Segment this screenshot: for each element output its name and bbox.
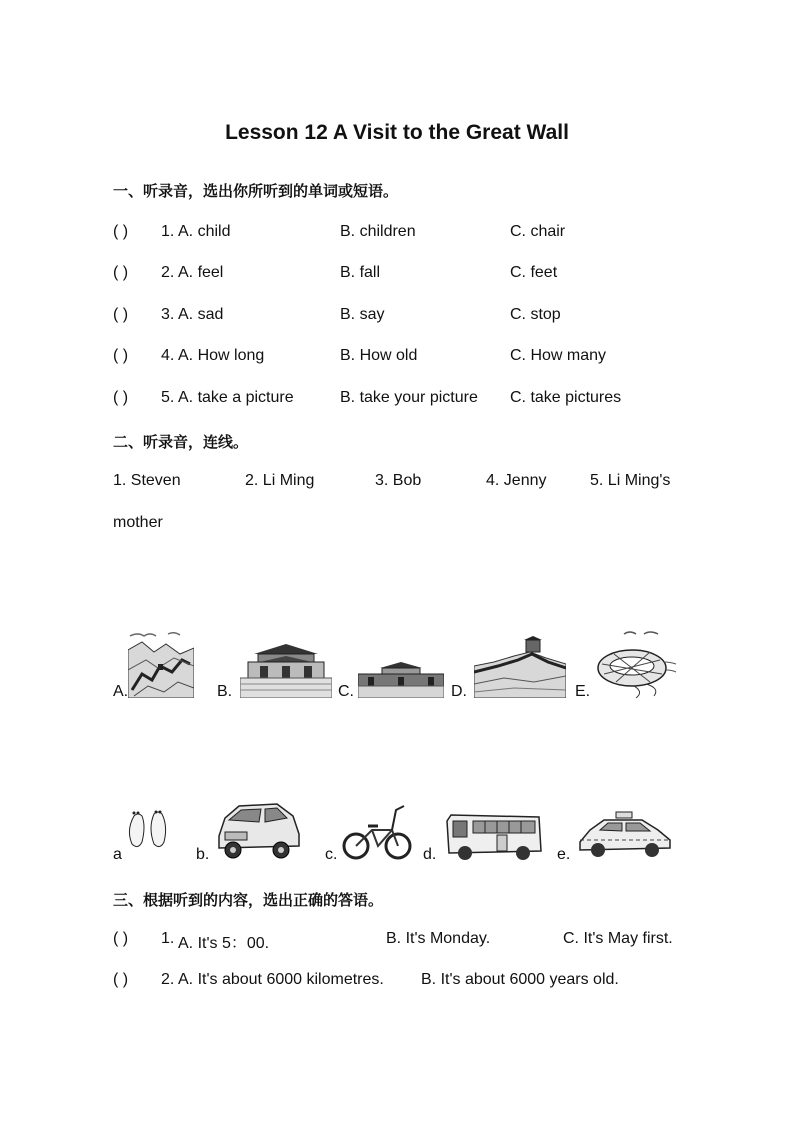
- transport-label-b: b.: [196, 846, 210, 863]
- question-number: 2.: [161, 971, 175, 988]
- section3-heading: 三、根据听到的内容，选出正确的答语。: [113, 892, 384, 909]
- transport-label-a: a: [113, 846, 122, 863]
- place-label-e: E.: [575, 683, 591, 700]
- option-b: B. children: [340, 223, 416, 240]
- option-a: A. feel: [178, 264, 224, 281]
- option-c: C. chair: [510, 223, 566, 240]
- great-wall-tower-icon: [474, 636, 566, 698]
- section2-heading: 二、听录音，连线。: [113, 434, 249, 451]
- option-a: A. child: [178, 223, 231, 240]
- taxi-icon: [576, 810, 674, 858]
- name-steven: 1. Steven: [113, 472, 181, 489]
- question-number: 1.: [161, 930, 175, 947]
- option-a: A. take a picture: [178, 389, 294, 406]
- option-a: A. It's about 6000 kilometres.: [178, 971, 384, 988]
- bicycle-icon: [342, 800, 412, 862]
- name-li-mings-mother-cont: mother: [113, 514, 163, 531]
- name-li-mings-mother: 5. Li Ming's: [590, 472, 671, 489]
- option-b: B. How old: [340, 347, 418, 364]
- option-c: C. It's May first.: [563, 930, 673, 947]
- question-number: 3.: [161, 306, 175, 323]
- answer-blank[interactable]: ( ): [113, 223, 129, 240]
- option-a: A. sad: [178, 306, 224, 323]
- option-b: B. say: [340, 306, 385, 323]
- answer-blank[interactable]: ( ): [113, 971, 129, 988]
- name-jenny: 4. Jenny: [486, 472, 547, 489]
- section1-heading: 一、听录音，选出你所听到的单词或短语。: [113, 183, 399, 200]
- question-number: 4.: [161, 347, 175, 364]
- option-a: A. How long: [178, 347, 265, 364]
- answer-blank[interactable]: ( ): [113, 930, 129, 947]
- option-b: B. take your picture: [340, 389, 478, 406]
- option-b: B. fall: [340, 264, 381, 281]
- page-title: Lesson 12 A Visit to the Great Wall: [225, 121, 569, 144]
- place-label-b: B.: [217, 683, 233, 700]
- answer-blank[interactable]: ( ): [113, 347, 129, 364]
- place-label-d: D.: [451, 683, 467, 700]
- question-number: 2.: [161, 264, 175, 281]
- question-number: 1.: [161, 223, 175, 240]
- place-label-a: A.: [113, 683, 129, 700]
- option-c: C. How many: [510, 347, 607, 364]
- answer-blank[interactable]: ( ): [113, 389, 129, 406]
- option-b: B. It's about 6000 years old.: [421, 971, 619, 988]
- tiananmen-icon: [358, 660, 444, 698]
- bus-icon: [445, 813, 543, 861]
- place-label-c: C.: [338, 683, 354, 700]
- option-a: A. It's 5：00.: [178, 935, 270, 952]
- palace-gate-icon: [240, 640, 332, 698]
- name-bob: 3. Bob: [375, 472, 422, 489]
- option-c: C. take pictures: [510, 389, 622, 406]
- option-b: B. It's Monday.: [386, 930, 491, 947]
- car-icon: [215, 800, 303, 860]
- question-number: 5.: [161, 389, 175, 406]
- answer-blank[interactable]: ( ): [113, 264, 129, 281]
- great-wall-mountain-icon: [128, 630, 194, 698]
- transport-label-c: c.: [325, 846, 338, 863]
- option-c: C. stop: [510, 306, 561, 323]
- birds-nest-stadium-icon: [594, 628, 678, 700]
- answer-blank[interactable]: ( ): [113, 306, 129, 323]
- option-c: C. feet: [510, 264, 558, 281]
- transport-label-e: e.: [557, 846, 571, 863]
- footprints-icon: [124, 810, 172, 852]
- name-li-ming: 2. Li Ming: [245, 472, 315, 489]
- transport-label-d: d.: [423, 846, 437, 863]
